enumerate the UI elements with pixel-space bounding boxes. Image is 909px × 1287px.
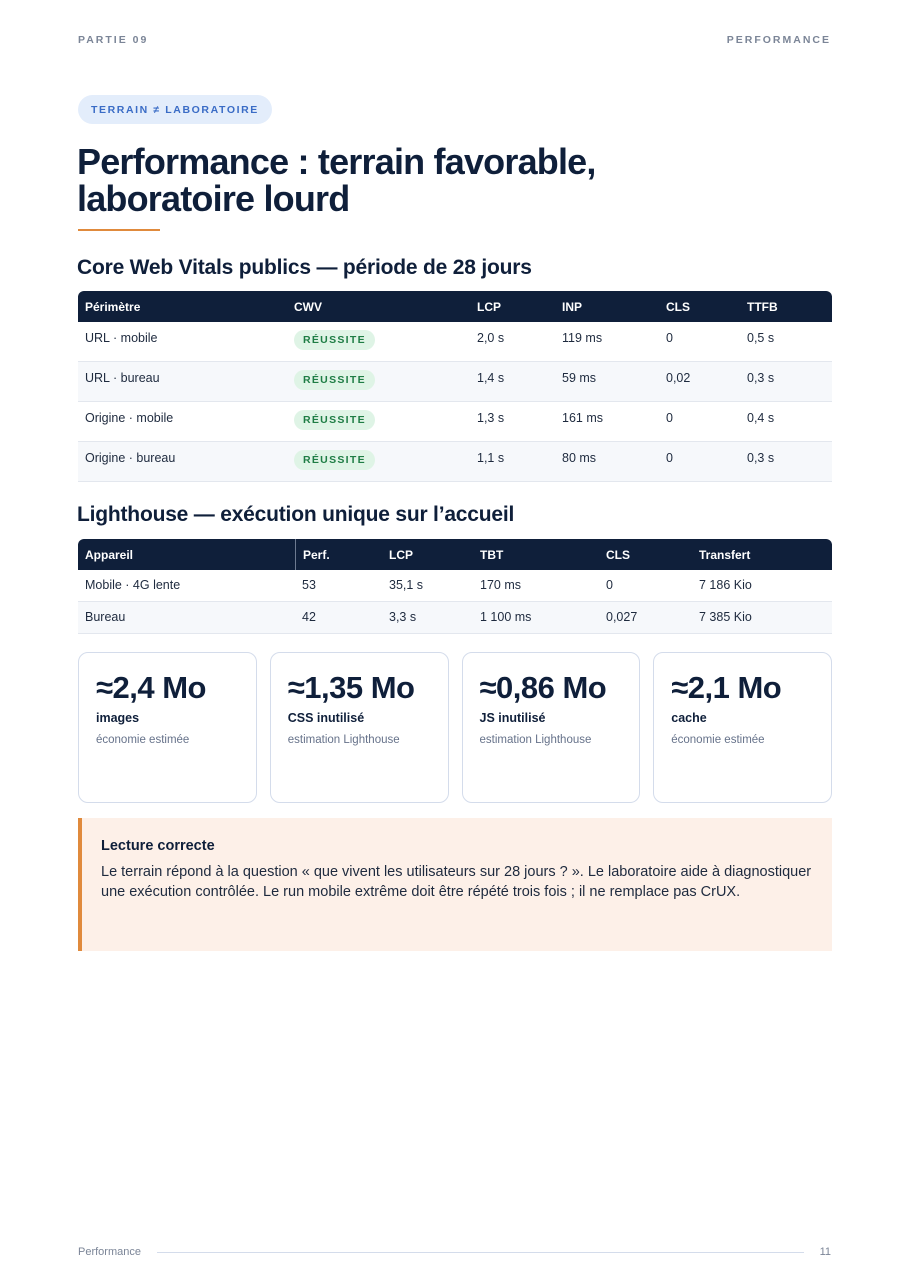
table-row — [78, 602, 832, 634]
callout-box — [78, 818, 832, 951]
column-header: CWV — [287, 291, 470, 322]
topic-tag: TERRAIN ≠ LABORATOIRE — [78, 95, 272, 124]
footer-rule — [157, 1252, 804, 1253]
metric-value: ≈2,4 Mo — [96, 670, 206, 705]
table-row — [78, 362, 832, 402]
cls-cell: 0 — [599, 570, 692, 602]
metric-value: ≈2,1 Mo — [671, 670, 782, 705]
ttfb-cell: 0,3 s — [740, 362, 832, 402]
savings-cards — [78, 652, 832, 803]
column-header: Transfert — [692, 539, 832, 570]
metric-card — [78, 652, 257, 803]
column-header: INP — [555, 291, 659, 322]
table-row — [78, 442, 832, 482]
page-footer — [78, 1245, 831, 1259]
scope-cell: URL · mobile — [78, 322, 287, 362]
device-cell: Bureau — [78, 602, 295, 634]
metric-label: JS inutilisé — [479, 711, 546, 725]
device-cell: Mobile · 4G lente — [78, 570, 295, 602]
lcp-cell: 2,0 s — [470, 322, 555, 362]
metric-value: ≈1,35 Mo — [287, 670, 415, 705]
cls-cell: 0,02 — [659, 362, 740, 402]
lcp-cell: 1,4 s — [470, 362, 555, 402]
metric-card — [462, 652, 641, 803]
inp-cell: 161 ms — [555, 402, 659, 442]
tbt-cell: 170 ms — [473, 570, 599, 602]
status-badge: RÉUSSITE — [294, 410, 375, 430]
status-badge: RÉUSSITE — [294, 370, 375, 390]
metric-note: économie estimée — [96, 734, 190, 746]
footer-label: Performance — [78, 1246, 141, 1258]
status-badge: RÉUSSITE — [294, 450, 375, 470]
cls-cell: 0 — [659, 402, 740, 442]
inp-cell: 59 ms — [555, 362, 659, 402]
metric-card — [653, 652, 832, 803]
table-row — [78, 570, 832, 602]
column-header: Appareil — [78, 539, 295, 570]
table-row — [78, 322, 832, 362]
cls-cell: 0,027 — [599, 602, 692, 634]
title-underline — [78, 229, 160, 231]
column-header: CLS — [659, 291, 740, 322]
column-header: LCP — [382, 539, 473, 570]
metric-note: estimation Lighthouse — [287, 734, 400, 746]
perf-cell: 53 — [295, 570, 382, 602]
column-header: Perf. — [295, 539, 382, 570]
page-number: 11 — [819, 1246, 831, 1258]
column-header: CLS — [599, 539, 692, 570]
ttfb-cell: 0,4 s — [740, 402, 832, 442]
column-header: TTFB — [740, 291, 832, 322]
lcp-cell: 35,1 s — [382, 570, 473, 602]
metric-note: économie estimée — [671, 734, 765, 746]
lcp-cell: 1,1 s — [470, 442, 555, 482]
callout-body: Le terrain répond à la question « que vivent les utilisateurs sur 28 jours ? ». Le laboratoire aide à diagnostiquer une exécution contrôlée. Le run mobile extrême doit être répété trois fois ; il ne remplace pas CrUX. — [101, 864, 812, 900]
ttfb-cell: 0,3 s — [740, 442, 832, 482]
metric-label: CSS inutilisé — [287, 711, 365, 725]
perf-cell: 42 — [295, 602, 382, 634]
running-header — [78, 34, 831, 46]
section-label: PERFORMANCE — [726, 34, 831, 46]
column-header: TBT — [473, 539, 599, 570]
table-row — [78, 402, 832, 442]
callout-title: Lecture correcte — [101, 838, 215, 854]
scope-cell: Origine · mobile — [78, 402, 287, 442]
inp-cell: 80 ms — [555, 442, 659, 482]
part-label: PARTIE 09 — [78, 34, 149, 46]
cwv-heading: Core Web Vitals publics — période de 28 jours — [77, 256, 532, 279]
metric-card — [270, 652, 449, 803]
lcp-cell: 1,3 s — [470, 402, 555, 442]
tbt-cell: 1 100 ms — [473, 602, 599, 634]
cls-cell: 0 — [659, 442, 740, 482]
scope-cell: URL · bureau — [78, 362, 287, 402]
table-header-row — [78, 291, 832, 322]
cwv-table — [78, 291, 832, 482]
column-header: LCP — [470, 291, 555, 322]
cls-cell: 0 — [659, 322, 740, 362]
transfer-cell: 7 385 Kio — [692, 602, 832, 634]
metric-note: estimation Lighthouse — [479, 734, 592, 746]
scope-cell: Origine · bureau — [78, 442, 287, 482]
status-badge: RÉUSSITE — [294, 330, 375, 350]
page-title: Performance : terrain favorable, laboratoire lourd — [77, 141, 596, 219]
column-header: Périmètre — [78, 291, 287, 322]
ttfb-cell: 0,5 s — [740, 322, 832, 362]
metric-value: ≈0,86 Mo — [479, 670, 607, 705]
transfer-cell: 7 186 Kio — [692, 570, 832, 602]
table-header-row — [78, 539, 832, 570]
lcp-cell: 3,3 s — [382, 602, 473, 634]
lighthouse-table — [78, 539, 832, 634]
metric-label: cache — [671, 711, 707, 725]
lighthouse-heading: Lighthouse — exécution unique sur l’accueil — [77, 503, 515, 526]
metric-label: images — [96, 711, 140, 725]
inp-cell: 119 ms — [555, 322, 659, 362]
